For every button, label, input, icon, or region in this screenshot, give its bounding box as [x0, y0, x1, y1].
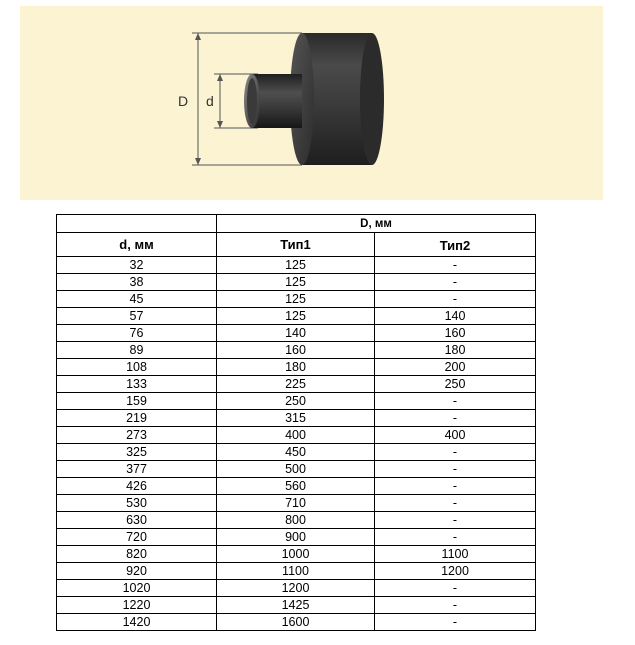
table-row	[57, 546, 536, 563]
cell-inner-diameter: 325	[57, 444, 217, 461]
header-outer-diameter: D, мм	[217, 215, 536, 233]
cell-inner-diameter: 219	[57, 410, 217, 427]
cell-inner-diameter: 426	[57, 478, 217, 495]
cell-type2: 180	[375, 342, 536, 359]
table-row	[57, 580, 536, 597]
cell-type2: 1100	[375, 546, 536, 563]
cell-type1: 450	[217, 444, 375, 461]
table-row	[57, 274, 536, 291]
table-row	[57, 257, 536, 274]
cell-type2: -	[375, 393, 536, 410]
cell-inner-diameter: 630	[57, 512, 217, 529]
cell-type1: 125	[217, 274, 375, 291]
table-row	[57, 376, 536, 393]
cell-inner-diameter: 920	[57, 563, 217, 580]
table-row	[57, 512, 536, 529]
cell-inner-diameter: 1020	[57, 580, 217, 597]
cell-inner-diameter: 89	[57, 342, 217, 359]
reducer-body	[290, 33, 384, 165]
table-row	[57, 529, 536, 546]
cell-type2: 250	[375, 376, 536, 393]
cell-type2: 1200	[375, 563, 536, 580]
diameter-table	[56, 214, 536, 631]
label-outer-diameter: D	[178, 93, 189, 109]
cell-inner-diameter: 76	[57, 325, 217, 342]
table-row	[57, 342, 536, 359]
cell-type2: -	[375, 597, 536, 614]
cell-type2: 160	[375, 325, 536, 342]
pipe-reducer-illustration	[20, 6, 603, 200]
cell-type2: -	[375, 614, 536, 631]
cell-inner-diameter: 377	[57, 461, 217, 478]
cell-inner-diameter: 720	[57, 529, 217, 546]
cell-type1: 125	[217, 291, 375, 308]
table-row	[57, 495, 536, 512]
label-inner-diameter: d	[206, 93, 214, 109]
cell-type2: -	[375, 512, 536, 529]
cell-type1: 1600	[217, 614, 375, 631]
cell-type2: -	[375, 274, 536, 291]
cell-type1: 1425	[217, 597, 375, 614]
table-row	[57, 410, 536, 427]
cell-type1: 1000	[217, 546, 375, 563]
cell-inner-diameter: 57	[57, 308, 217, 325]
cell-type1: 180	[217, 359, 375, 376]
cell-type1: 225	[217, 376, 375, 393]
cell-type1: 140	[217, 325, 375, 342]
cell-inner-diameter: 159	[57, 393, 217, 410]
cell-inner-diameter: 45	[57, 291, 217, 308]
table-row	[57, 291, 536, 308]
cell-inner-diameter: 1220	[57, 597, 217, 614]
cell-type2: 400	[375, 427, 536, 444]
table-row	[57, 359, 536, 376]
cell-type1: 500	[217, 461, 375, 478]
cell-type1: 900	[217, 529, 375, 546]
cell-type2: -	[375, 410, 536, 427]
table-row	[57, 563, 536, 580]
table-row	[57, 461, 536, 478]
cell-type1: 250	[217, 393, 375, 410]
table-row	[57, 325, 536, 342]
cell-inner-diameter: 1420	[57, 614, 217, 631]
header-type2: Тип2	[375, 233, 536, 257]
reducer-pipe	[244, 74, 302, 128]
table-row	[57, 308, 536, 325]
header-type1: Тип1	[217, 233, 375, 257]
cell-type2: -	[375, 478, 536, 495]
table-body	[57, 257, 536, 631]
cell-type2: 200	[375, 359, 536, 376]
cell-type2: -	[375, 461, 536, 478]
cell-type1: 125	[217, 308, 375, 325]
pipe-reducer-figure	[20, 6, 603, 200]
table-row	[57, 478, 536, 495]
cell-type1: 1200	[217, 580, 375, 597]
cell-type1: 400	[217, 427, 375, 444]
cell-inner-diameter: 133	[57, 376, 217, 393]
cell-type1: 125	[217, 257, 375, 274]
cell-type1: 560	[217, 478, 375, 495]
table-row	[57, 427, 536, 444]
cell-type1: 710	[217, 495, 375, 512]
cell-type2: -	[375, 529, 536, 546]
header-empty-cell	[57, 215, 217, 233]
cell-inner-diameter: 273	[57, 427, 217, 444]
cell-type2: -	[375, 580, 536, 597]
cell-inner-diameter: 32	[57, 257, 217, 274]
table-row	[57, 444, 536, 461]
table-row	[57, 614, 536, 631]
header-inner-diameter: d, мм	[57, 233, 217, 257]
table-row	[57, 393, 536, 410]
cell-type2: -	[375, 257, 536, 274]
cell-type2: -	[375, 444, 536, 461]
cell-type1: 800	[217, 512, 375, 529]
cell-type2: -	[375, 291, 536, 308]
cell-inner-diameter: 820	[57, 546, 217, 563]
cell-type1: 160	[217, 342, 375, 359]
cell-inner-diameter: 108	[57, 359, 217, 376]
cell-inner-diameter: 38	[57, 274, 217, 291]
table-row	[57, 597, 536, 614]
cell-type2: -	[375, 495, 536, 512]
cell-type2: 140	[375, 308, 536, 325]
cell-type1: 1100	[217, 563, 375, 580]
cell-type1: 315	[217, 410, 375, 427]
cell-inner-diameter: 530	[57, 495, 217, 512]
